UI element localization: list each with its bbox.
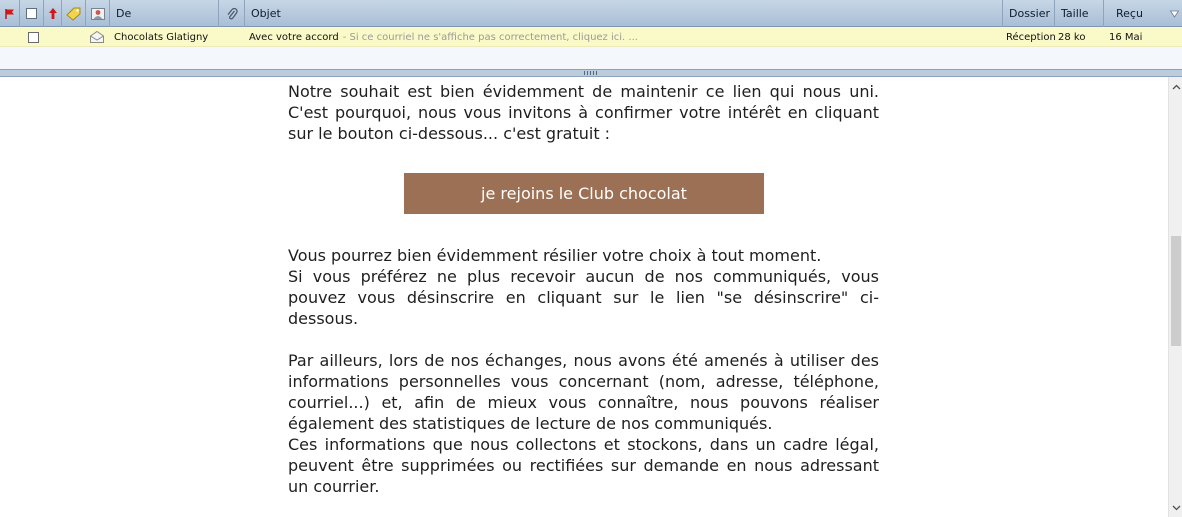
message-folder: Réception xyxy=(1006,31,1056,43)
scroll-down-button[interactable] xyxy=(1169,500,1182,515)
chevron-down-icon xyxy=(1172,505,1181,511)
message-list-header xyxy=(0,0,1182,27)
splitter-grip-icon[interactable] xyxy=(584,71,598,75)
select-column[interactable] xyxy=(20,0,44,27)
message-subject: Avec votre accord xyxy=(249,31,339,43)
column-received-label: Reçu xyxy=(1116,7,1143,20)
column-folder[interactable] xyxy=(1003,0,1055,27)
priority-column[interactable] xyxy=(44,0,62,27)
checkbox-icon xyxy=(28,32,39,43)
message-envelope xyxy=(89,27,107,47)
message-list-empty-area xyxy=(0,47,1182,69)
read-status-icon xyxy=(90,7,106,21)
tag-column[interactable] xyxy=(62,0,86,27)
message-from: Chocolats Glatigny xyxy=(114,31,209,43)
sort-arrow-icon[interactable] xyxy=(1170,10,1179,18)
column-size[interactable] xyxy=(1055,0,1104,27)
column-folder-label: Dossier xyxy=(1009,7,1051,20)
pane-splitter[interactable] xyxy=(0,69,1182,77)
flag-icon xyxy=(4,8,16,20)
column-from-label: De xyxy=(116,7,132,20)
envelope-open-icon xyxy=(89,30,105,44)
attachment-column[interactable] xyxy=(219,0,245,27)
email-paragraph-intro: Notre souhait est bien évidemment de maintenir ce lien qui nous uni. C'est pourquoi, nous vous invitons à confirmer votre intérêt en cliquant sur le bouton ci-dessous... c'est gratuit : xyxy=(288,82,879,143)
message-received: 16 Mai xyxy=(1109,31,1143,43)
tag-icon xyxy=(66,7,82,21)
message-preview: - Si ce courriel ne s'affiche pas correctement, cliquez ici. ... xyxy=(342,31,638,43)
column-received[interactable] xyxy=(1104,0,1182,27)
column-subject[interactable] xyxy=(245,0,1003,27)
email-paragraph-unsubscribe: Vous pourrez bien évidemment résilier votre choix à tout moment. Si vous préférez ne plus recevoir aucun de nos communiqués, vous pouvez vous désinscrire en cliquant sur le lien "se désinscrire" ci-dessous. xyxy=(288,246,879,328)
column-subject-label: Objet xyxy=(251,7,281,20)
scrollbar-thumb[interactable] xyxy=(1171,236,1181,346)
chevron-up-icon xyxy=(1172,84,1181,90)
read-status-column[interactable] xyxy=(86,0,110,27)
join-club-button[interactable]: je rejoins le Club chocolat xyxy=(404,173,764,214)
email-paragraph-privacy: Par ailleurs, lors de nos échanges, nous avons été amenés à utiliser des informations personnelles vous concernant (nom, adresse, téléphone, courriel...) et, afin de mieux vous connaître, nous pouvons réaliser également des statistiques de lecture de nos communiqués. Ces informations que nous collectons et stockons, dans un cadre légal, peuvent être supprimées ou rectifiées sur demande en nous adressant un courrier. xyxy=(288,351,879,496)
message-row[interactable] xyxy=(0,27,1182,47)
scroll-up-button[interactable] xyxy=(1169,79,1182,94)
attachment-icon xyxy=(226,7,238,21)
priority-icon xyxy=(48,7,58,20)
message-size: 28 ko xyxy=(1058,31,1086,43)
reading-pane-scrollbar[interactable] xyxy=(1168,77,1182,517)
reading-pane xyxy=(0,77,1168,517)
message-subject-cell xyxy=(249,27,999,47)
flag-column[interactable] xyxy=(0,0,20,27)
checkbox-icon xyxy=(26,8,37,19)
column-size-label: Taille xyxy=(1061,7,1089,20)
column-from[interactable] xyxy=(110,0,219,27)
message-checkbox[interactable] xyxy=(28,27,42,47)
